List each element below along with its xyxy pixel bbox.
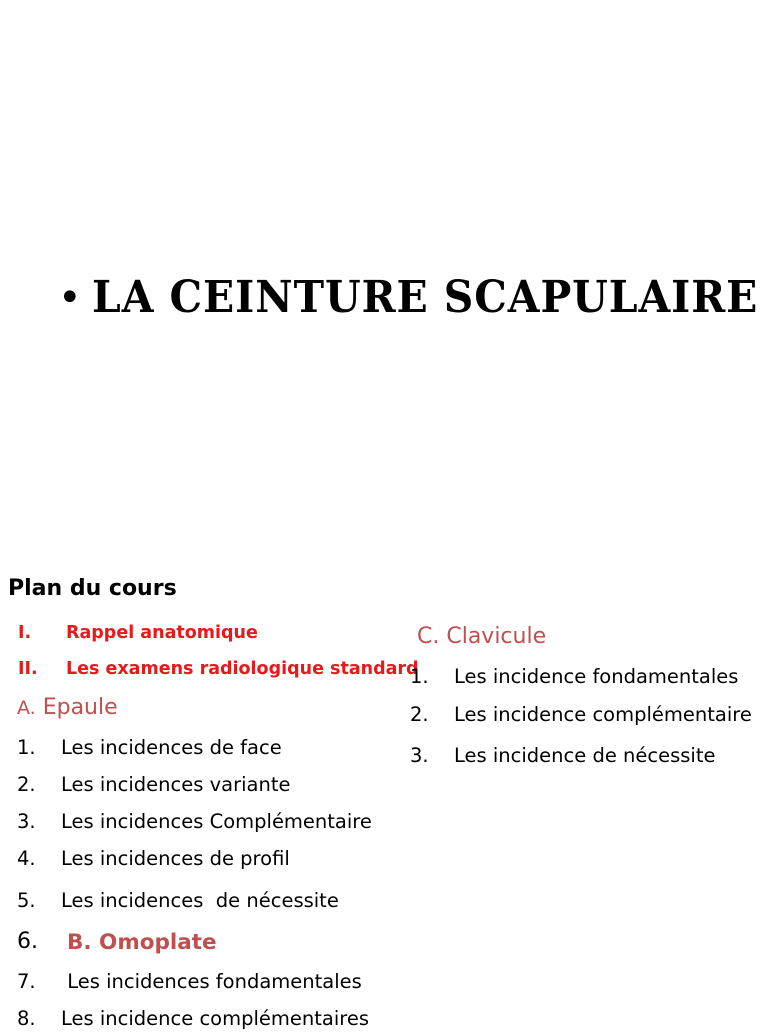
list-item-number: 8.	[17, 1007, 36, 1030]
roman-item-1	[18, 623, 418, 647]
list-item-label: Les incidences fondamentales	[61, 970, 362, 993]
list-item	[17, 1007, 417, 1033]
roman-item-number: II.	[18, 659, 38, 679]
list-item-number: 2.	[17, 773, 36, 796]
list-item	[17, 736, 417, 762]
roman-item-label: Rappel anatomique	[66, 623, 258, 643]
list-item-number: 1.	[17, 736, 36, 759]
section-a-prefix: A.	[17, 697, 36, 719]
list-item	[17, 889, 417, 915]
list-item	[410, 744, 768, 770]
list-item-label: Les incidences de profil	[61, 847, 290, 870]
list-item-number: 2.	[410, 703, 429, 726]
section-b-number: 6.	[17, 929, 38, 954]
list-item-label: Les incidences variante	[61, 773, 291, 796]
section-a-label: Epaule	[42, 695, 118, 720]
list-item	[17, 970, 417, 996]
list-item	[17, 773, 417, 799]
list-item-number: 3.	[410, 744, 429, 767]
list-item-label: Les incidence complémentaire	[454, 703, 752, 726]
list-item-label: Les incidences de nécessite	[61, 889, 339, 912]
list-item-number: 1.	[410, 665, 429, 688]
roman-item-2	[18, 659, 418, 683]
list-item-label: Les incidence complémentaires	[61, 1007, 369, 1030]
list-item	[410, 703, 768, 729]
slide-title	[58, 272, 768, 323]
roman-item-number: I.	[18, 623, 32, 643]
section-b-label: B. Omoplate	[67, 930, 217, 955]
list-item-label: Les incidence fondamentales	[454, 665, 739, 688]
list-item-label: Les incidences Complémentaire	[61, 810, 372, 833]
list-item-number: 3.	[17, 810, 36, 833]
section-a-heading	[17, 695, 118, 720]
list-item-label: Les incidence de nécessite	[454, 744, 716, 767]
plan-heading: Plan du cours	[8, 576, 177, 601]
title-text: LA CEINTURE SCAPULAIRE	[91, 272, 758, 323]
list-item	[17, 847, 417, 873]
list-item-label: Les incidences de face	[61, 736, 282, 759]
list-item	[17, 810, 417, 836]
list-item-number: 7.	[17, 970, 36, 993]
list-item-number: 4.	[17, 847, 36, 870]
list-item	[410, 665, 768, 691]
section-c-heading: C. Clavicule	[417, 624, 547, 649]
title-bullet: •	[58, 275, 82, 321]
section-b-heading	[17, 929, 417, 959]
roman-item-label: Les examens radiologique standard	[66, 659, 419, 679]
list-item-number: 5.	[17, 889, 36, 912]
